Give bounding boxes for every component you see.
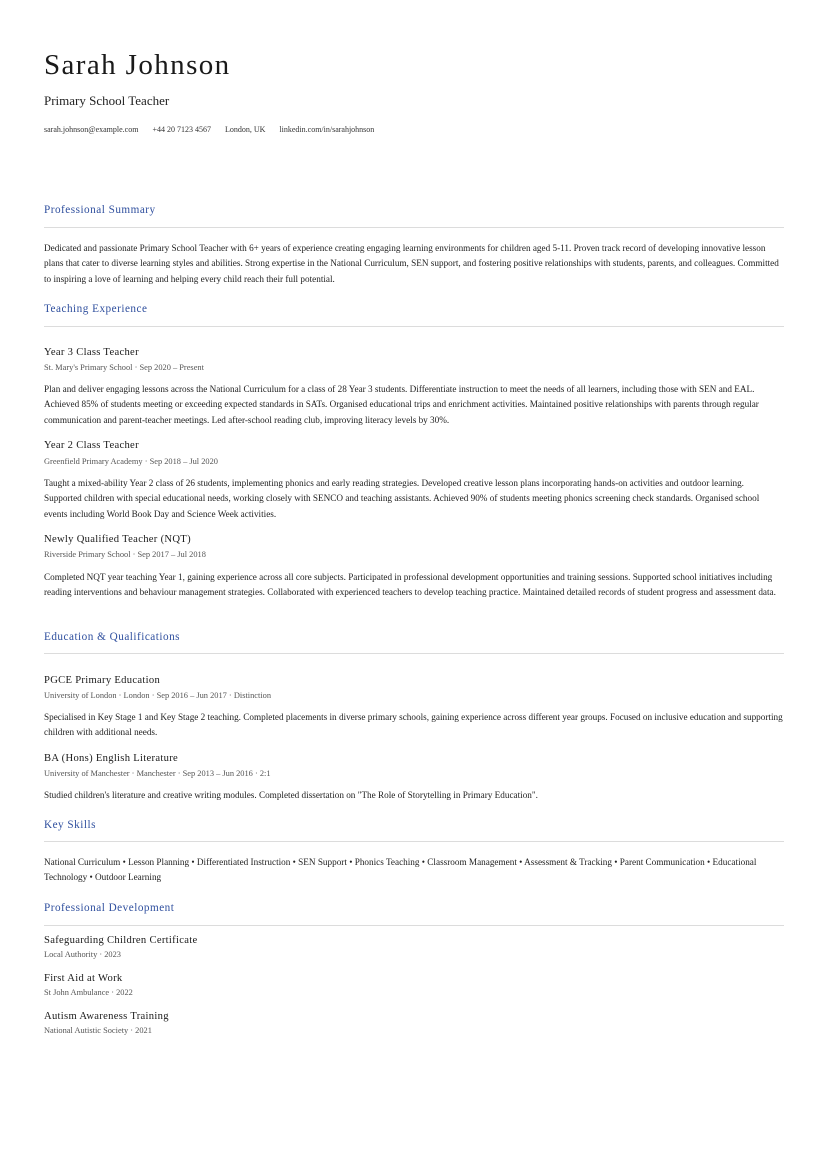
summary-text: Dedicated and passionate Primary School Teacher with 6+ years of experience creating engaging learning environments for children aged 5-11. Proven track record of developing innovative lesson plans that cater to diverse learning styles and abilities. Strong expertise in the National Curriculum, SEN support, and fostering positive relationships with students, parents, and colleagues. Committed to inspiring a love of learning and helping every child reach their full potential. bbox=[44, 243, 779, 284]
section-title-development: Professional Development bbox=[44, 902, 175, 914]
experience-title: Year 3 Class Teacher bbox=[44, 347, 139, 358]
development-meta: National Autistic Society · 2021 bbox=[44, 1026, 152, 1035]
contact-line bbox=[44, 125, 374, 134]
candidate-name: Sarah Johnson bbox=[44, 49, 231, 81]
section-divider bbox=[44, 653, 784, 654]
skills-list: National Curriculum • Lesson Planning • Differentiated Instruction • SEN Support • Phonics Teaching • Classroom Management • Assessment & Tracking • Parent Communication • Educational Technology • Outdoor Learning bbox=[44, 857, 757, 883]
development-meta: St John Ambulance · 2022 bbox=[44, 988, 133, 997]
education-meta: University of Manchester · Manchester · Sep 2013 – Jun 2016 · 2:1 bbox=[44, 769, 271, 778]
candidate-title: Primary School Teacher bbox=[44, 93, 170, 108]
education-description: Studied children's literature and creative writing modules. Completed dissertation on "The Role of Storytelling in Primary Education". bbox=[44, 790, 538, 800]
experience-title: Year 2 Class Teacher bbox=[44, 440, 139, 451]
experience-description: Completed NQT year teaching Year 1, gaining experience across all core subjects. Participated in professional development opportunities and training sessions. Supported school initiatives including reading interventions and behaviour management strategies. Collaborated with experienced teachers to develop teaching practice. Maintained detailed records of student progress and assessment data. bbox=[44, 572, 776, 598]
contact-location: London, UK bbox=[224, 125, 266, 134]
experience-meta: Riverside Primary School · Sep 2017 – Jul 2018 bbox=[44, 550, 206, 559]
development-title: Autism Awareness Training bbox=[44, 1011, 169, 1022]
section-title-skills: Key Skills bbox=[44, 819, 96, 831]
development-title: Safeguarding Children Certificate bbox=[44, 935, 198, 946]
education-meta: University of London · London · Sep 2016 – Jun 2017 · Distinction bbox=[44, 691, 272, 700]
contact-phone[interactable]: +44 20 7123 4567 bbox=[152, 125, 211, 134]
section-title-summary: Professional Summary bbox=[44, 204, 156, 216]
contact-email[interactable]: sarah.johnson@example.com bbox=[44, 125, 139, 134]
section-title-education: Education & Qualifications bbox=[44, 631, 181, 643]
experience-meta: Greenfield Primary Academy · Sep 2018 – Jul 2020 bbox=[44, 457, 218, 466]
education-title: BA (Hons) English Literature bbox=[44, 753, 179, 764]
experience-title: Newly Qualified Teacher (NQT) bbox=[44, 534, 191, 545]
experience-description: Plan and deliver engaging lessons across the National Curriculum for a class of 28 Year 3 students. Differentiate instruction to meet the needs of all learners, including those with SEN and EAL. Achieved 85% of students meeting or exceeding expected standards in SATs. Organised educational trips and enrichment activities. Maintained positive relationships with parents through regular communication and parent-teacher meetings. Led after-school reading club, improving literacy levels by 30%. bbox=[44, 384, 759, 425]
section-divider bbox=[44, 227, 784, 228]
section-divider bbox=[44, 841, 784, 842]
education-description: Specialised in Key Stage 1 and Key Stage 2 teaching. Completed placements in diverse primary schools, gaining experience across different year groups. Focused on inclusive education and supporting children with additional needs. bbox=[44, 712, 783, 738]
experience-meta: St. Mary's Primary School · Sep 2020 – Present bbox=[44, 363, 204, 372]
section-divider bbox=[44, 925, 784, 926]
development-title: First Aid at Work bbox=[44, 973, 123, 984]
section-title-experience: Teaching Experience bbox=[44, 303, 148, 315]
development-meta: Local Authority · 2023 bbox=[44, 950, 121, 959]
experience-description: Taught a mixed-ability Year 2 class of 26 students, implementing phonics and early reading strategies. Developed creative lesson plans incorporating hands-on activities and outdoor learning. Supported children with special educational needs, working closely with SENCO and teaching assistants. Achieved 90% of students meeting phonics screening check standards. Organised school events including World Book Day and Science Week activities. bbox=[44, 478, 760, 519]
contact-linkedin[interactable]: linkedin.com/in/sarahjohnson bbox=[279, 125, 375, 134]
education-title: PGCE Primary Education bbox=[44, 675, 161, 686]
section-divider bbox=[44, 326, 784, 327]
